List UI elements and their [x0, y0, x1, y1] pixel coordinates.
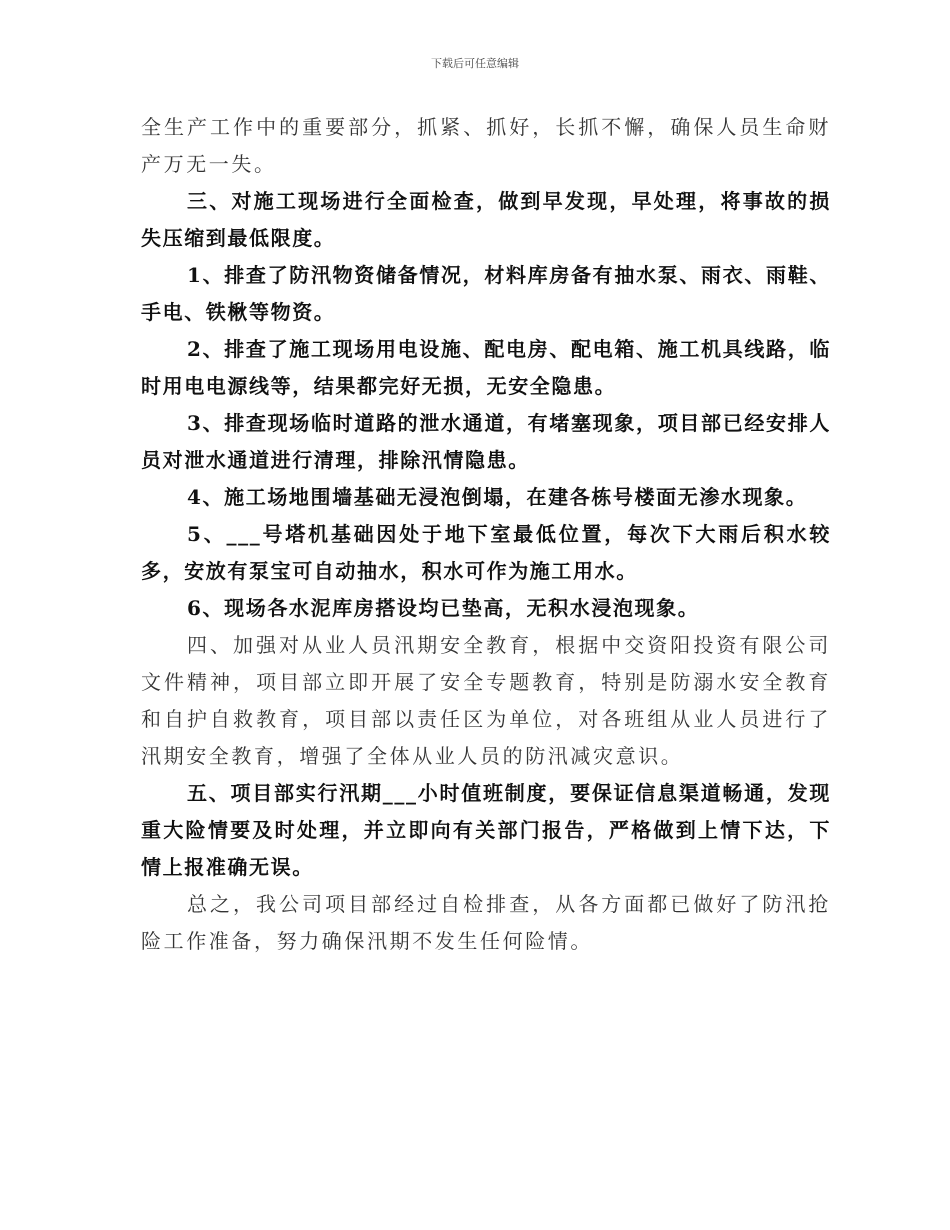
paragraph-item-5: 5、___号塔机基础因处于地下室最低位置，每次下大雨后积水较多，安放有泵宝可自动抽水，积水可作为施工用水。	[141, 522, 831, 583]
paragraph-section-three: 三、对施工现场进行全面检查，做到早发现，早处理，将事故的损失压缩到最低限度。	[141, 189, 831, 250]
paragraph-item-2: 2、排查了施工现场用电设施、配电房、配电箱、施工机具线路，临时用电电源线等，结果都完好无损，无安全隐患。	[141, 337, 831, 398]
paragraph-section-four: 四、加强对从业人员汛期安全教育，根据中交资阳投资有限公司文件精神，项目部立即开展了安全专题教育，特别是防溺水安全教育和自护自救教育，项目部以责任区为单位，对各班组从业人员进行了汛期安全教育，增强了全体从业人员的防汛减灾意识。	[141, 633, 831, 768]
header-note: 下载后可任意编辑	[431, 57, 519, 70]
paragraph-item-6: 6、现场各水泥库房搭设均已垫高，无积水浸泡现象。	[187, 596, 700, 620]
paragraph-item-1: 1、排查了防汛物资储备情况，材料库房备有抽水泵、雨衣、雨鞋、手电、铁楸等物资。	[141, 263, 831, 324]
paragraph-item-4: 4、施工场地围墙基础无浸泡倒塌，在建各栋号楼面无渗水现象。	[187, 485, 808, 509]
paragraph-intro-continued: 全生产工作中的重要部分，抓紧、抓好，长抓不懈，确保人员生命财产万无一失。	[141, 115, 831, 176]
paragraph-conclusion: 总之，我公司项目部经过自检排查，从各方面都已做好了防汛抢险工作准备，努力确保汛期不发生任何险情。	[141, 892, 831, 953]
paragraph-item-3: 3、排查现场临时道路的泄水通道，有堵塞现象，项目部已经安排人员对泄水通道进行清理，排除汛情隐患。	[141, 411, 831, 472]
document-body	[141, 109, 831, 960]
paragraph-section-five: 五、项目部实行汛期___小时值班制度，要保证信息渠道畅通，发现重大险情要及时处理，并立即向有关部门报告，严格做到上情下达，下情上报准确无误。	[141, 781, 831, 879]
